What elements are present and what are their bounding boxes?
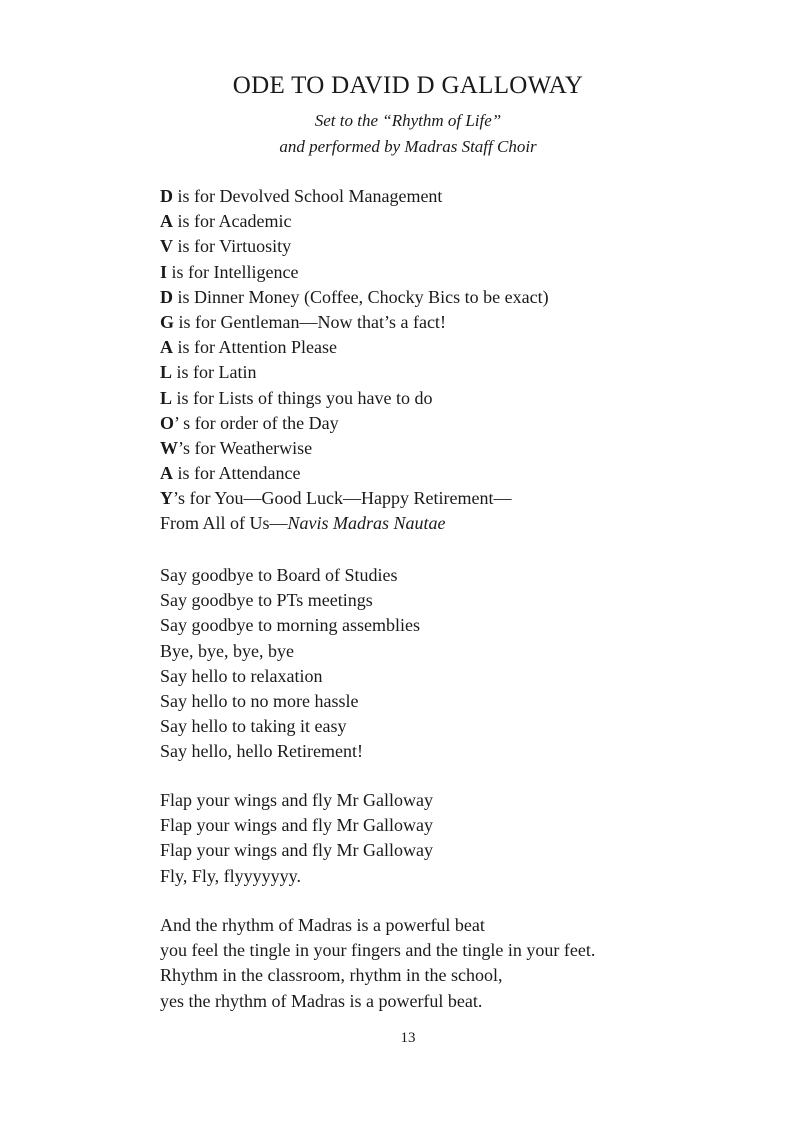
fly-stanza <box>160 788 433 889</box>
acrostic-line <box>160 386 549 411</box>
acrostic-letter: G <box>160 311 175 332</box>
verse-line: yes the rhythm of Madras is a powerful beat. <box>160 990 483 1011</box>
acrostic-closing-line <box>160 511 549 536</box>
acrostic-letter: W <box>160 437 178 458</box>
verse-line: Say goodbye to Board of Studies <box>160 565 398 585</box>
acrostic-line <box>160 436 549 461</box>
verse-line: Say hello to taking it easy <box>160 716 347 737</box>
verse-line: Rhythm in the classroom, rhythm in the school, <box>160 965 503 986</box>
verse-line: Say hello, hello Retirement! <box>160 741 363 762</box>
school-motto: Navis Madras Nautae <box>287 513 446 534</box>
verse-line: Say hello to relaxation <box>160 665 323 686</box>
verse-line: Flap your wings and fly Mr Galloway <box>160 840 433 861</box>
acrostic-text: is for Intelligence <box>167 261 299 282</box>
page-number: 13 <box>400 1030 416 1046</box>
rhythm-stanza <box>160 913 595 1014</box>
acrostic-text: is for Latin <box>172 362 257 383</box>
acrostic-letter: O <box>160 412 175 433</box>
acrostic-text: is Dinner Money (Coffee, Chocky Bics to be exact) <box>173 286 549 307</box>
acrostic-line <box>160 209 549 234</box>
acrostic-text: is for Devolved School Management <box>173 186 443 206</box>
subtitle-line-2: and performed by Madras Staff Choir <box>279 137 537 156</box>
acrostic-letter: L <box>160 387 173 408</box>
acrostic-text: is for Lists of things you have to do <box>172 387 433 408</box>
acrostic-text: ’ s for order of the Day <box>174 412 339 433</box>
acrostic-text: is for Attention Please <box>173 337 337 358</box>
acrostic-text: is for Gentleman—Now that’s a fact! <box>174 311 446 332</box>
acrostic-text: is for Academic <box>173 211 292 232</box>
acrostic-line <box>160 486 549 511</box>
verse-line: Flap your wings and fly Mr Galloway <box>160 790 433 810</box>
acrostic-line <box>160 411 549 436</box>
acrostic-text: ’s for Weatherwise <box>178 437 313 458</box>
verse-line: you feel the tingle in your fingers and the tingle in your feet. <box>160 940 596 961</box>
acrostic-letter: V <box>160 236 173 257</box>
acrostic-letter: D <box>160 286 173 307</box>
acrostic-line <box>160 285 549 310</box>
acrostic-text: ’s for You—Good Luck—Happy Retirement— <box>173 488 512 509</box>
acrostic-text: is for Attendance <box>173 463 301 484</box>
goodbye-stanza <box>160 563 420 765</box>
acrostic-line <box>160 335 549 360</box>
acrostic-letter: A <box>160 463 173 484</box>
acrostic-line <box>160 184 549 209</box>
acrostic-line <box>160 234 549 259</box>
acrostic-letter: A <box>160 337 173 358</box>
closing-prefix: From All of Us— <box>160 513 288 534</box>
acrostic-line <box>160 260 549 285</box>
subtitle-line-1: Set to the “Rhythm of Life” <box>314 111 502 130</box>
acrostic-line <box>160 310 549 335</box>
acrostic-stanza <box>160 184 549 537</box>
acrostic-line <box>160 360 549 385</box>
verse-line: Fly, Fly, flyyyyyyy. <box>160 865 302 886</box>
verse-line: Say goodbye to morning assemblies <box>160 615 420 636</box>
acrostic-letter: D <box>160 186 173 206</box>
acrostic-text: is for Virtuosity <box>173 236 292 257</box>
verse-line: Say hello to no more hassle <box>160 690 359 711</box>
poem-title: ODE TO DAVID D GALLOWAY <box>232 72 584 99</box>
acrostic-letter: I <box>160 261 168 282</box>
verse-line: Say goodbye to PTs meetings <box>160 590 373 611</box>
acrostic-line <box>160 461 549 486</box>
verse-line: Bye, bye, bye, bye <box>160 640 294 661</box>
acrostic-letter: A <box>160 211 173 232</box>
verse-line: Flap your wings and fly Mr Galloway <box>160 815 433 836</box>
acrostic-letter: Y <box>160 488 173 509</box>
verse-line: And the rhythm of Madras is a powerful beat <box>160 915 485 935</box>
acrostic-letter: L <box>160 362 173 383</box>
